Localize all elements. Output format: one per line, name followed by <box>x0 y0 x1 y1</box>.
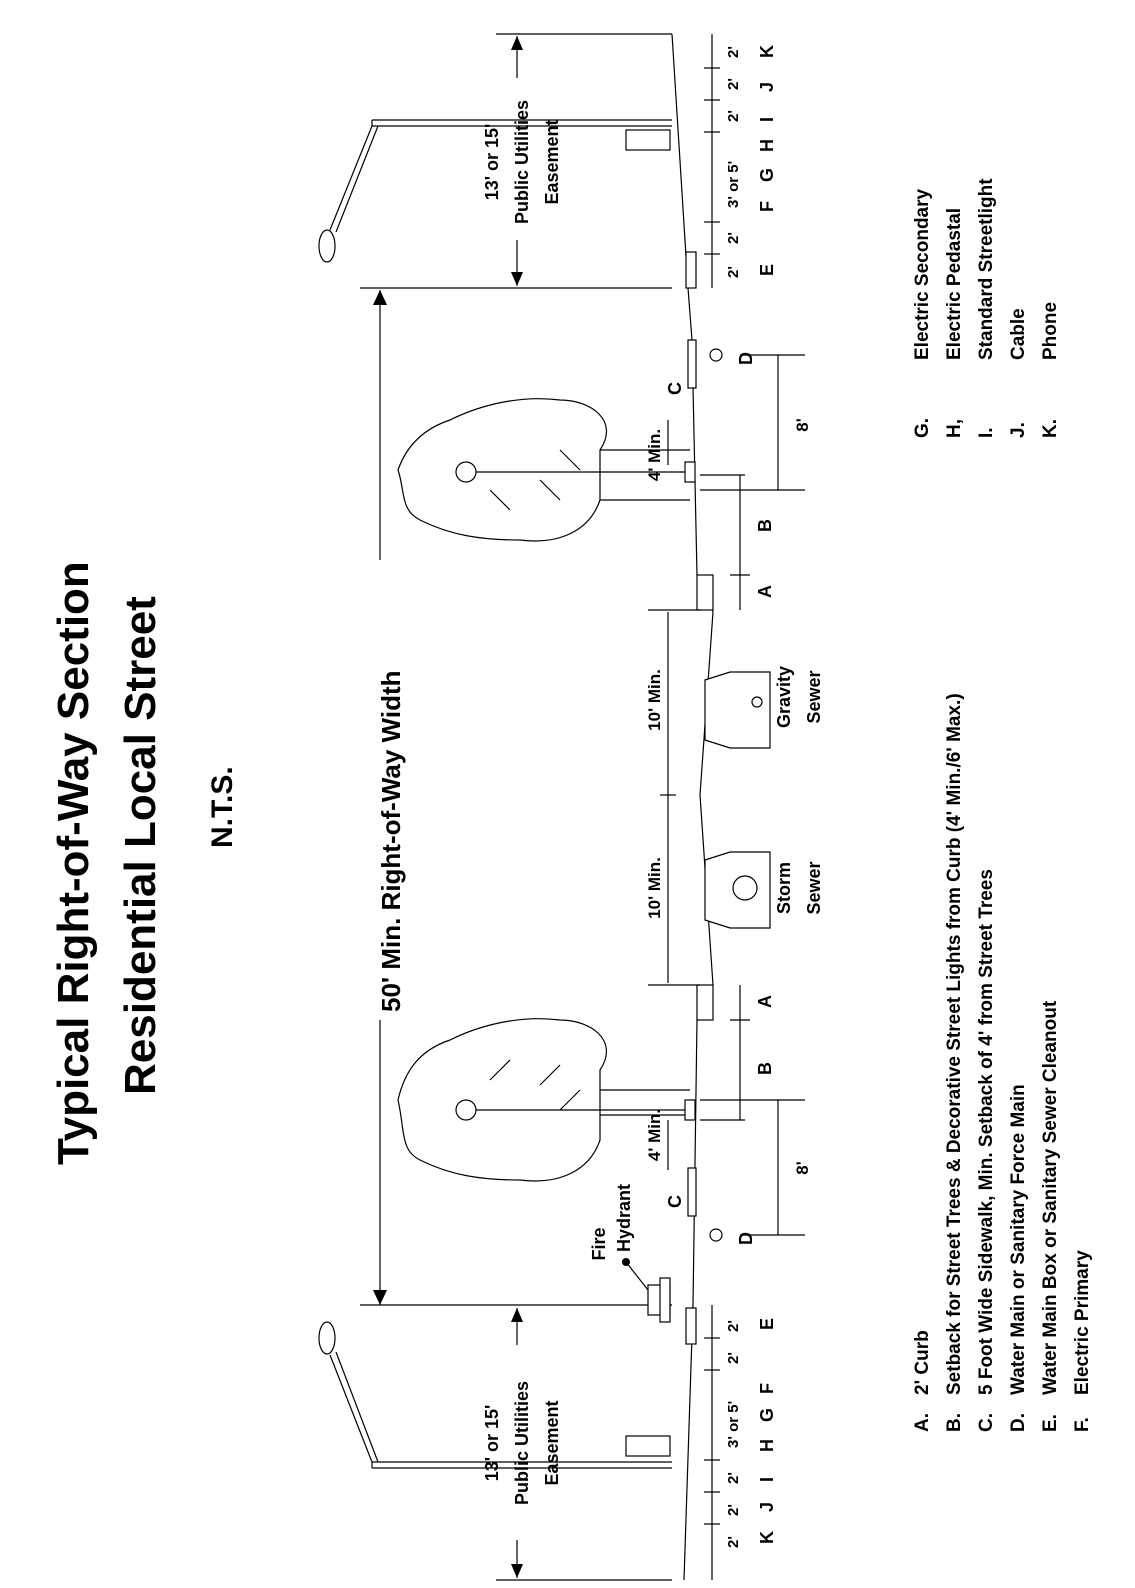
sp-top-f: 2' <box>725 232 742 244</box>
gravity-sewer-l1: Gravity <box>774 665 794 729</box>
legend-f-text: Electric Primary <box>1072 1250 1093 1395</box>
gravity-sewer-l2: Sewer <box>804 670 824 724</box>
curb-right <box>697 575 713 610</box>
fire-hydrant-l2: Hydrant <box>614 1183 634 1253</box>
eight-ft-right: 8' <box>793 418 812 432</box>
title-line-1: Typical Right-of-Way Section <box>49 561 98 1165</box>
easement-top-l1: 13' or 15' <box>482 123 502 201</box>
letter-j-top: J <box>757 81 777 92</box>
letter-g-bottom: G <box>757 1407 777 1422</box>
eight-ft-left: 8' <box>793 1161 812 1175</box>
lane-right-label: 10' Min. <box>645 669 664 731</box>
sp-top-i: 2' <box>725 110 742 122</box>
sp-bot-e: 2' <box>725 1320 742 1332</box>
letter-a-left: A <box>755 995 775 1008</box>
legend-d-text: Water Main or Sanitary Force Main <box>1008 1084 1029 1395</box>
easement-bottom-l2: Public Utilities <box>512 1380 532 1506</box>
legend-k-text: Phone <box>1040 301 1061 360</box>
easement-top-l2: Public Utilities <box>512 99 532 225</box>
letter-e-bottom: E <box>757 1317 777 1330</box>
sidewalk-right <box>688 340 696 388</box>
letter-j-bottom: J <box>757 1501 777 1512</box>
easement-top-l3: Easement <box>542 119 562 205</box>
street-profile <box>672 34 713 1580</box>
sp-bot-f: 2' <box>725 1352 742 1364</box>
sidewalk-left <box>688 1168 696 1216</box>
row-width-label: 50' Min. Right-of-Way Width <box>376 670 406 1012</box>
legend-i-key: I. <box>976 427 997 438</box>
sp-top-j: 2' <box>725 78 742 90</box>
sp-top-e: 2' <box>725 266 742 278</box>
legend-g-text: Electric Secondary <box>912 188 933 360</box>
lane-left-label: 10' Min. <box>645 857 664 919</box>
letter-c-left: C <box>665 1195 685 1208</box>
letter-f-bottom: F <box>757 1383 777 1394</box>
storm-sewer-l1: Storm <box>774 861 794 915</box>
letter-k-bottom: K <box>757 1531 777 1544</box>
pedestal-bottom <box>686 1308 696 1344</box>
letter-e-top: E <box>757 263 777 276</box>
legend-k-key: K. <box>1040 419 1061 438</box>
letter-h-bottom: H <box>757 1439 777 1452</box>
letter-f-top: F <box>757 201 777 212</box>
legend-e-key: E. <box>1040 1414 1061 1432</box>
letter-i-bottom: I <box>757 1476 777 1482</box>
scale-note: N.T.S. <box>206 766 239 848</box>
letter-h-top: H <box>757 139 777 152</box>
letter-b-left: B <box>755 1062 775 1075</box>
utility-spacing-bottom <box>704 1305 777 1580</box>
gravity-sewer <box>705 666 824 748</box>
storm-sewer-l2: Sewer <box>804 861 824 915</box>
fire-hydrant <box>589 1184 670 1322</box>
curb-left <box>697 985 713 1020</box>
sp-bot-j: 2' <box>725 1504 742 1516</box>
letter-c-right: C <box>665 382 685 395</box>
legend-e-text: Water Main Box or Sanitary Sewer Cleanout <box>1040 1000 1061 1395</box>
storm-sewer <box>705 852 824 928</box>
letter-k-top: K <box>757 45 777 58</box>
legend-a-key: A. <box>912 1413 933 1432</box>
legend-a-text: 2' Curb <box>912 1330 933 1395</box>
legend-f-key: F. <box>1072 1417 1093 1432</box>
tree-offset-right: 4' Min. <box>645 428 664 482</box>
legend-i-text: Standard Streetlight <box>976 178 997 360</box>
fire-hydrant-l1: Fire <box>589 1227 609 1261</box>
letter-d-right: D <box>736 352 756 365</box>
legend-c-key: C. <box>976 1413 997 1432</box>
legend-c-text: 5 Foot Wide Sidewalk, Min. Setback of 4' from Street Trees <box>976 869 997 1395</box>
legend-h-key: H, <box>944 419 965 438</box>
legend-h-text: Electric Pedastal <box>944 207 965 360</box>
legend <box>912 178 1093 1432</box>
sp-bot-i: 2' <box>725 1472 742 1484</box>
sp-bot-g: 3' or 5' <box>725 1400 742 1448</box>
easement-bottom-l3: Easement <box>542 1400 562 1486</box>
legend-d-key: D. <box>1008 1413 1029 1432</box>
letter-i-top: I <box>757 116 777 122</box>
easement-dimension-top <box>482 34 672 286</box>
letter-b-right: B <box>755 519 775 532</box>
letter-a-right: A <box>755 585 775 598</box>
sp-bot-k: 2' <box>725 1536 742 1548</box>
legend-b-text: Setback for Street Trees & Decorative Street Lights from Curb (4' Min./6' Max.) <box>944 693 965 1395</box>
letter-d-left: D <box>736 1232 756 1245</box>
sp-top-k: 2' <box>725 46 742 58</box>
easement-bottom-l1: 13' or 15' <box>482 1404 502 1482</box>
title-line-2: Residential Local Street <box>116 596 165 1095</box>
pedestal-top <box>686 252 696 288</box>
utility-spacing-top <box>704 34 777 288</box>
legend-g-key: G. <box>912 417 933 438</box>
row-width-dimension <box>360 288 672 1305</box>
legend-b-key: B. <box>944 1413 965 1432</box>
letter-g-top: G <box>757 167 777 182</box>
sp-top-g: 3' or 5' <box>725 160 742 208</box>
lane-dimensions <box>645 610 700 985</box>
tree-offset-left: 4' Min. <box>645 1108 664 1162</box>
legend-j-key: J. <box>1008 422 1029 438</box>
legend-j-text: Cable <box>1008 308 1029 360</box>
